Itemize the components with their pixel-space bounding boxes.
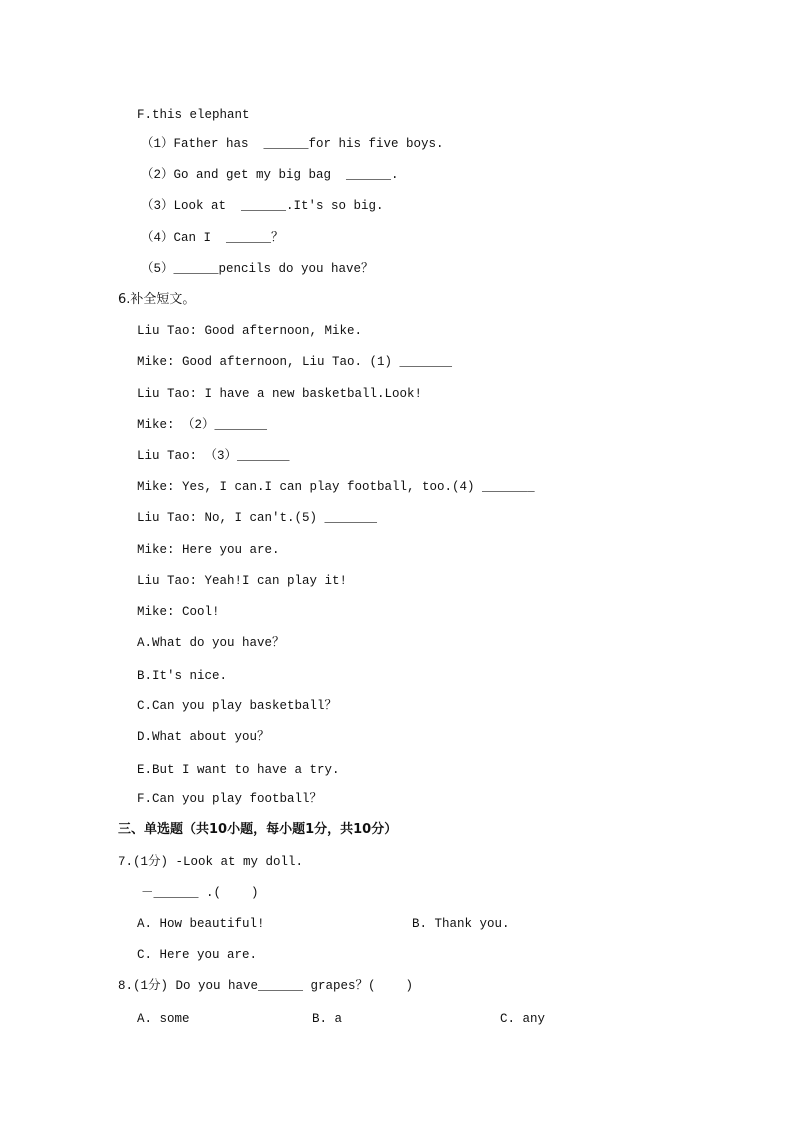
- q6-dialogue-line-8: Mike: Here you are.: [137, 543, 280, 557]
- q6-dialogue-line-6: Mike: Yes, I can.I can play football, too.(4) _______: [137, 480, 535, 494]
- q7-option-a: A. How beautiful!: [137, 917, 265, 931]
- q6-dialogue-line-4: Mike: （2）_______: [137, 418, 268, 432]
- q7-stem: 7.(1分) -Look at my doll.: [118, 855, 304, 869]
- q8-option-a: A. some: [137, 1012, 190, 1026]
- q5-item-5: （5）______pencils do you have？: [141, 262, 374, 276]
- q7-option-b: B. Thank you.: [412, 917, 510, 931]
- section-heading: 三、单选题（共10小题，每小题1分，共10分）: [118, 822, 398, 837]
- q5-item-1: （1）Father has ______for his five boys.: [141, 137, 444, 151]
- q6-option-a: A.What do you have？: [137, 636, 285, 650]
- q6-title: 6.补全短文。: [118, 292, 196, 307]
- q6-dialogue-line-10: Mike: Cool!: [137, 605, 220, 619]
- q6-dialogue-line-1: Liu Tao: Good afternoon, Mike.: [137, 324, 363, 338]
- q6-dialogue-line-3: Liu Tao: I have a new basketball.Look!: [137, 387, 423, 401]
- q7-answer-line: －______ .( ): [141, 886, 259, 900]
- q6-option-f: F.Can you play football？: [137, 792, 323, 806]
- q6-option-e: E.But I want to have a try.: [137, 763, 340, 777]
- q6-dialogue-line-5: Liu Tao: （3）_______: [137, 449, 290, 463]
- q5-option-f: F.this elephant: [137, 108, 250, 122]
- q6-dialogue-line-2: Mike: Good afternoon, Liu Tao. (1) _______: [137, 355, 453, 369]
- q5-item-2: （2）Go and get my big bag ______.: [141, 168, 399, 182]
- q8-option-c: C. any: [500, 1012, 546, 1026]
- q6-dialogue-line-7: Liu Tao: No, I can't.(5) _______: [137, 511, 378, 525]
- q6-dialogue-line-9: Liu Tao: Yeah!I can play it!: [137, 574, 348, 588]
- q7-option-c: C. Here you are.: [137, 948, 258, 962]
- q5-item-4: （4）Can I ______？: [141, 231, 284, 245]
- q6-option-b: B.It's nice.: [137, 669, 228, 683]
- q5-item-3: （3）Look at ______.It's so big.: [141, 199, 384, 213]
- q8-option-b: B. a: [312, 1012, 343, 1026]
- q6-option-d: D.What about you？: [137, 730, 270, 744]
- q8-stem: 8.(1分) Do you have______ grapes？( ): [118, 979, 414, 993]
- q6-option-c: C.Can you play basketball？: [137, 699, 338, 713]
